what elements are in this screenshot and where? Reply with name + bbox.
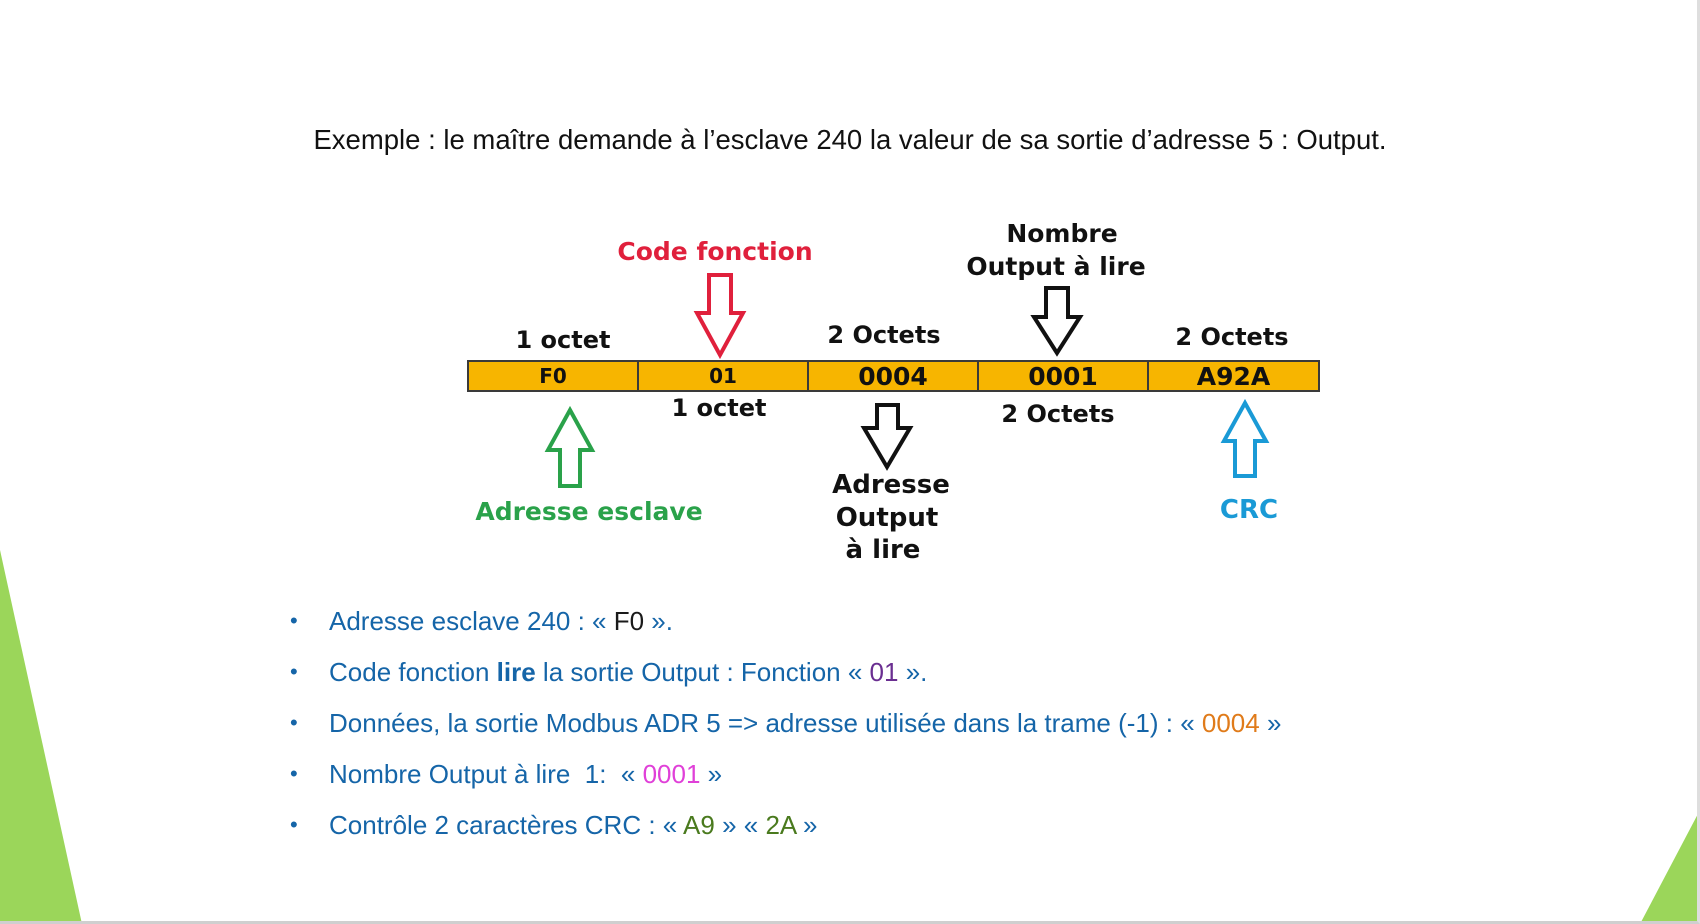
arrow-down-outline-icon	[697, 275, 743, 355]
frame-cell-slave-address: F0	[469, 362, 639, 390]
value-0001: 0001	[642, 759, 701, 789]
label-adresse-output-2: Output	[835, 503, 939, 533]
frame-cell-crc: A92A	[1196, 361, 1271, 391]
label-nombre-line1: Nombre	[1006, 219, 1118, 248]
arrow-down-outline-icon	[864, 405, 910, 467]
arrow-up-outline-icon	[1224, 403, 1266, 476]
frame-cell-output-count: 0001	[979, 362, 1149, 390]
list-item: • Contrôle 2 caractères CRC : « A9 » « 2A »	[290, 806, 1281, 857]
label-1-octet-top: 1 octet	[515, 326, 611, 354]
frame-cell-output-address: 0004	[809, 362, 979, 390]
value-f0: F0	[613, 606, 645, 636]
bullet-list	[290, 602, 1281, 857]
value-2a: 2A	[765, 810, 796, 840]
label-code-fonction: Code fonction	[617, 237, 813, 266]
list-item: • Code fonction lire la sortie Output : Fonction « 01 ».	[290, 653, 1281, 704]
label-crc: CRC	[1219, 495, 1279, 525]
bold-lire: lire	[496, 657, 536, 687]
label-2-octets-bottom: 2 Octets	[1001, 400, 1115, 428]
value-0004: 0004	[1201, 708, 1260, 738]
label-2-octets-top-b: 2 Octets	[1175, 323, 1289, 351]
value-a9: A9	[683, 810, 715, 840]
arrow-down-outline-icon	[1034, 288, 1080, 353]
label-adresse-esclave: Adresse esclave	[475, 497, 703, 526]
list-item: • Adresse esclave 240 : « F0 ».	[290, 602, 1281, 653]
label-1-octet-bottom: 1 octet	[671, 394, 767, 422]
slide-title: Exemple : le maître demande à l’esclave 240 la valeur de sa sortie d’adresse 5 : Output.	[313, 124, 1387, 155]
list-item: • Données, la sortie Modbus ADR 5 => adresse utilisée dans la trame (-1) : « 0004 »	[290, 704, 1281, 755]
label-2-octets-top-a: 2 Octets	[827, 321, 941, 349]
label-adresse-output-3: à lire	[845, 535, 921, 565]
list-item: • Nombre Output à lire 1: « 0001 »	[290, 755, 1281, 806]
arrow-up-outline-icon	[548, 410, 592, 486]
value-01: 01	[869, 657, 899, 687]
label-adresse-output-1: Adresse	[832, 470, 950, 500]
frame-cell-function-code: 01	[639, 362, 809, 390]
label-nombre-line2: Output à lire	[966, 252, 1146, 281]
